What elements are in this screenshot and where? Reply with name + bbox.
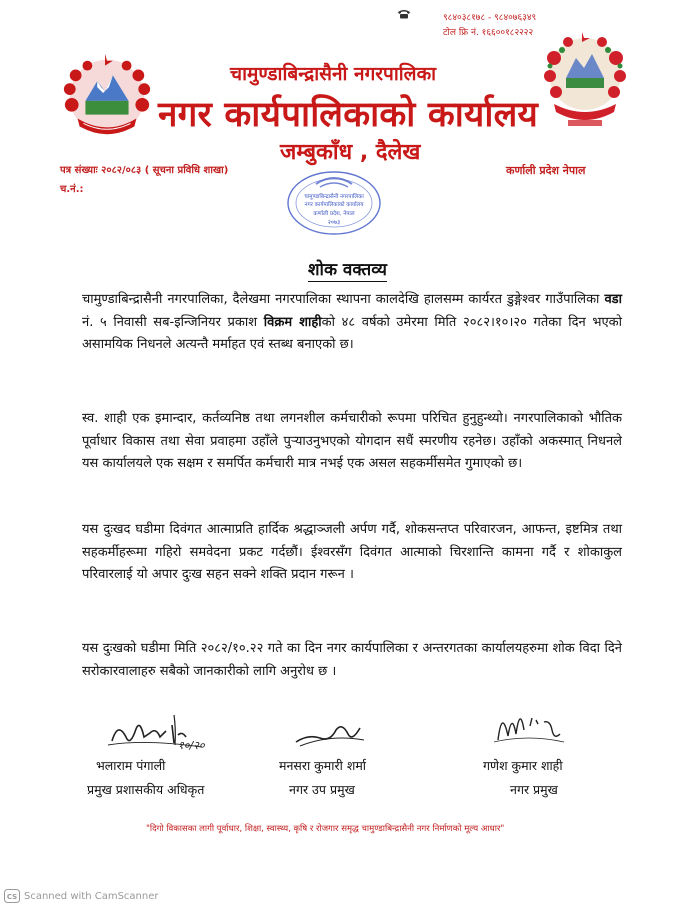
signatory-2-name: मनसरा कुमारी शर्मा [279, 758, 367, 773]
notice-heading: शोक वक्तव्य [308, 257, 387, 282]
office-address: जम्बुकाँध , दैलेख [280, 140, 421, 165]
signatory-2-title: नगर उप प्रमुख [289, 782, 355, 797]
municipality-logo [540, 28, 630, 134]
municipality-name: चामुण्डाबिन्द्रासैनी नगरपालिका [230, 63, 437, 85]
signatory-1-title: प्रमुख प्रशासकीय अधिकृत [87, 782, 205, 797]
svg-text:१०/२०: १०/२० [178, 739, 205, 752]
svg-text:CS: CS [6, 893, 18, 901]
signatory-1-name: भलाराम पंगाली [96, 758, 166, 773]
office-stamp-seal [286, 170, 382, 236]
notice-paragraph-2: स्व. शाही एक इमान्दार, कर्तव्यनिष्ठ तथा लगनशील कर्मचारीको रूपमा परिचित हुनुहुन्थ्यो। नगरपालिकाको भौतिक पूर्वाधार विकास तथा सेवा प्रवाहमा उहाँले पुऱ्याउनुभएको योगदान सधैं स्मरणीय रहनेछ। उहाँको अकस्मात् निधनले यस कार्यालयले एक सक्षम र समर्पित कर्मचारी मात्र नभई एक असल सहकर्मीसमेत गुमाएको छ। [82, 411, 622, 471]
nepal-emblem-logo [58, 46, 156, 144]
scanner-watermark [4, 889, 159, 903]
notice-paragraph-1: चामुण्डाबिन्द्रासैनी नगरपालिका, दैलेखमा नगरपालिका स्थापना कालदेखि हालसम्म कार्यरत डुङ्गेश्वर गाउँपालिका वडा नं. ५ निवासी सब-इन्जिनियर प्रकाश विक्रम शाहीको ४८ वर्षको उमेरमा मिति २०८२।१०।२० गतेका दिन भएको असामयिक निधनले अत्यन्तै मर्माहत एवं स्तब्ध बनाएको छ। [82, 292, 622, 352]
camscanner-icon [4, 889, 20, 903]
svg-text:कर्णाली प्रदेश, नेपाल: कर्णाली प्रदेश, नेपाल [313, 211, 355, 217]
province-label: कर्णाली प्रदेश नेपाल [506, 164, 586, 177]
contact-toll-free: टोल फ्रि नं. १६६००१८२२२२ [443, 28, 534, 38]
chalani-number: च.नं.: [60, 184, 84, 195]
signature-3 [488, 700, 568, 746]
signatory-3-title: नगर प्रमुख [510, 782, 558, 797]
contact-phone: ९८४०३८१७८ - ९८४०७६३४९ [443, 13, 537, 23]
phone-icon [397, 9, 411, 19]
signature-1 [104, 707, 214, 753]
svg-text:२०७३: २०७३ [327, 219, 341, 226]
scanner-label: Scanned with CamScanner [24, 890, 159, 902]
signatory-3-name: गणेश कुमार शाही [483, 758, 563, 773]
footer-slogan: "दिगो विकासका लागी पूर्वाधार, शिक्षा, स्वास्थ्य, कृषि र रोजगार समृद्ध चामुण्डाबिन्द्रासैनी नगर निर्माणको मूल्य आधार" [146, 824, 505, 834]
office-title: नगर कार्यपालिकाको कार्यालय [158, 95, 539, 135]
svg-text:नगर कार्यपालिकाको कार्यालय: नगर कार्यपालिकाको कार्यालय [304, 202, 364, 208]
svg-text:चामुण्डाबिन्द्रासैनी नगरपालिका: चामुण्डाबिन्द्रासैनी नगरपालिका [304, 194, 364, 200]
notice-paragraph-3: यस दुःखद घडीमा दिवंगत आत्माप्रति हार्दिक श्रद्धाञ्जली अर्पण गर्दै, शोकसन्तप्त परिवारजन, आफन्त, इष्टमित्र तथा सहकर्मीहरूमा गहिरो समवेदना प्रकट गर्दछौं। ईश्वरसँग दिवंगत आत्माको चिरशान्ति कामना गर्दै र शोकाकुल परिवारलाई यो अपार दुःख सहन सक्ने शक्ति प्रदान गरून । [82, 522, 622, 582]
reference-number: पत्र संख्याः २०८२/०८३ ( सूचना प्रविधि शाखा) [60, 165, 229, 176]
signature-2 [290, 712, 370, 758]
notice-paragraph-4: यस दुःखको घडीमा मिति २०८२/१०.२२ गते का दिन नगर कार्यपालिका र अन्तरगतका कार्यालयहरुमा शोक विदा दिने सरोकारवालाहरु सबैको जानकारीको लागि अनुरोध छ । [82, 641, 622, 679]
